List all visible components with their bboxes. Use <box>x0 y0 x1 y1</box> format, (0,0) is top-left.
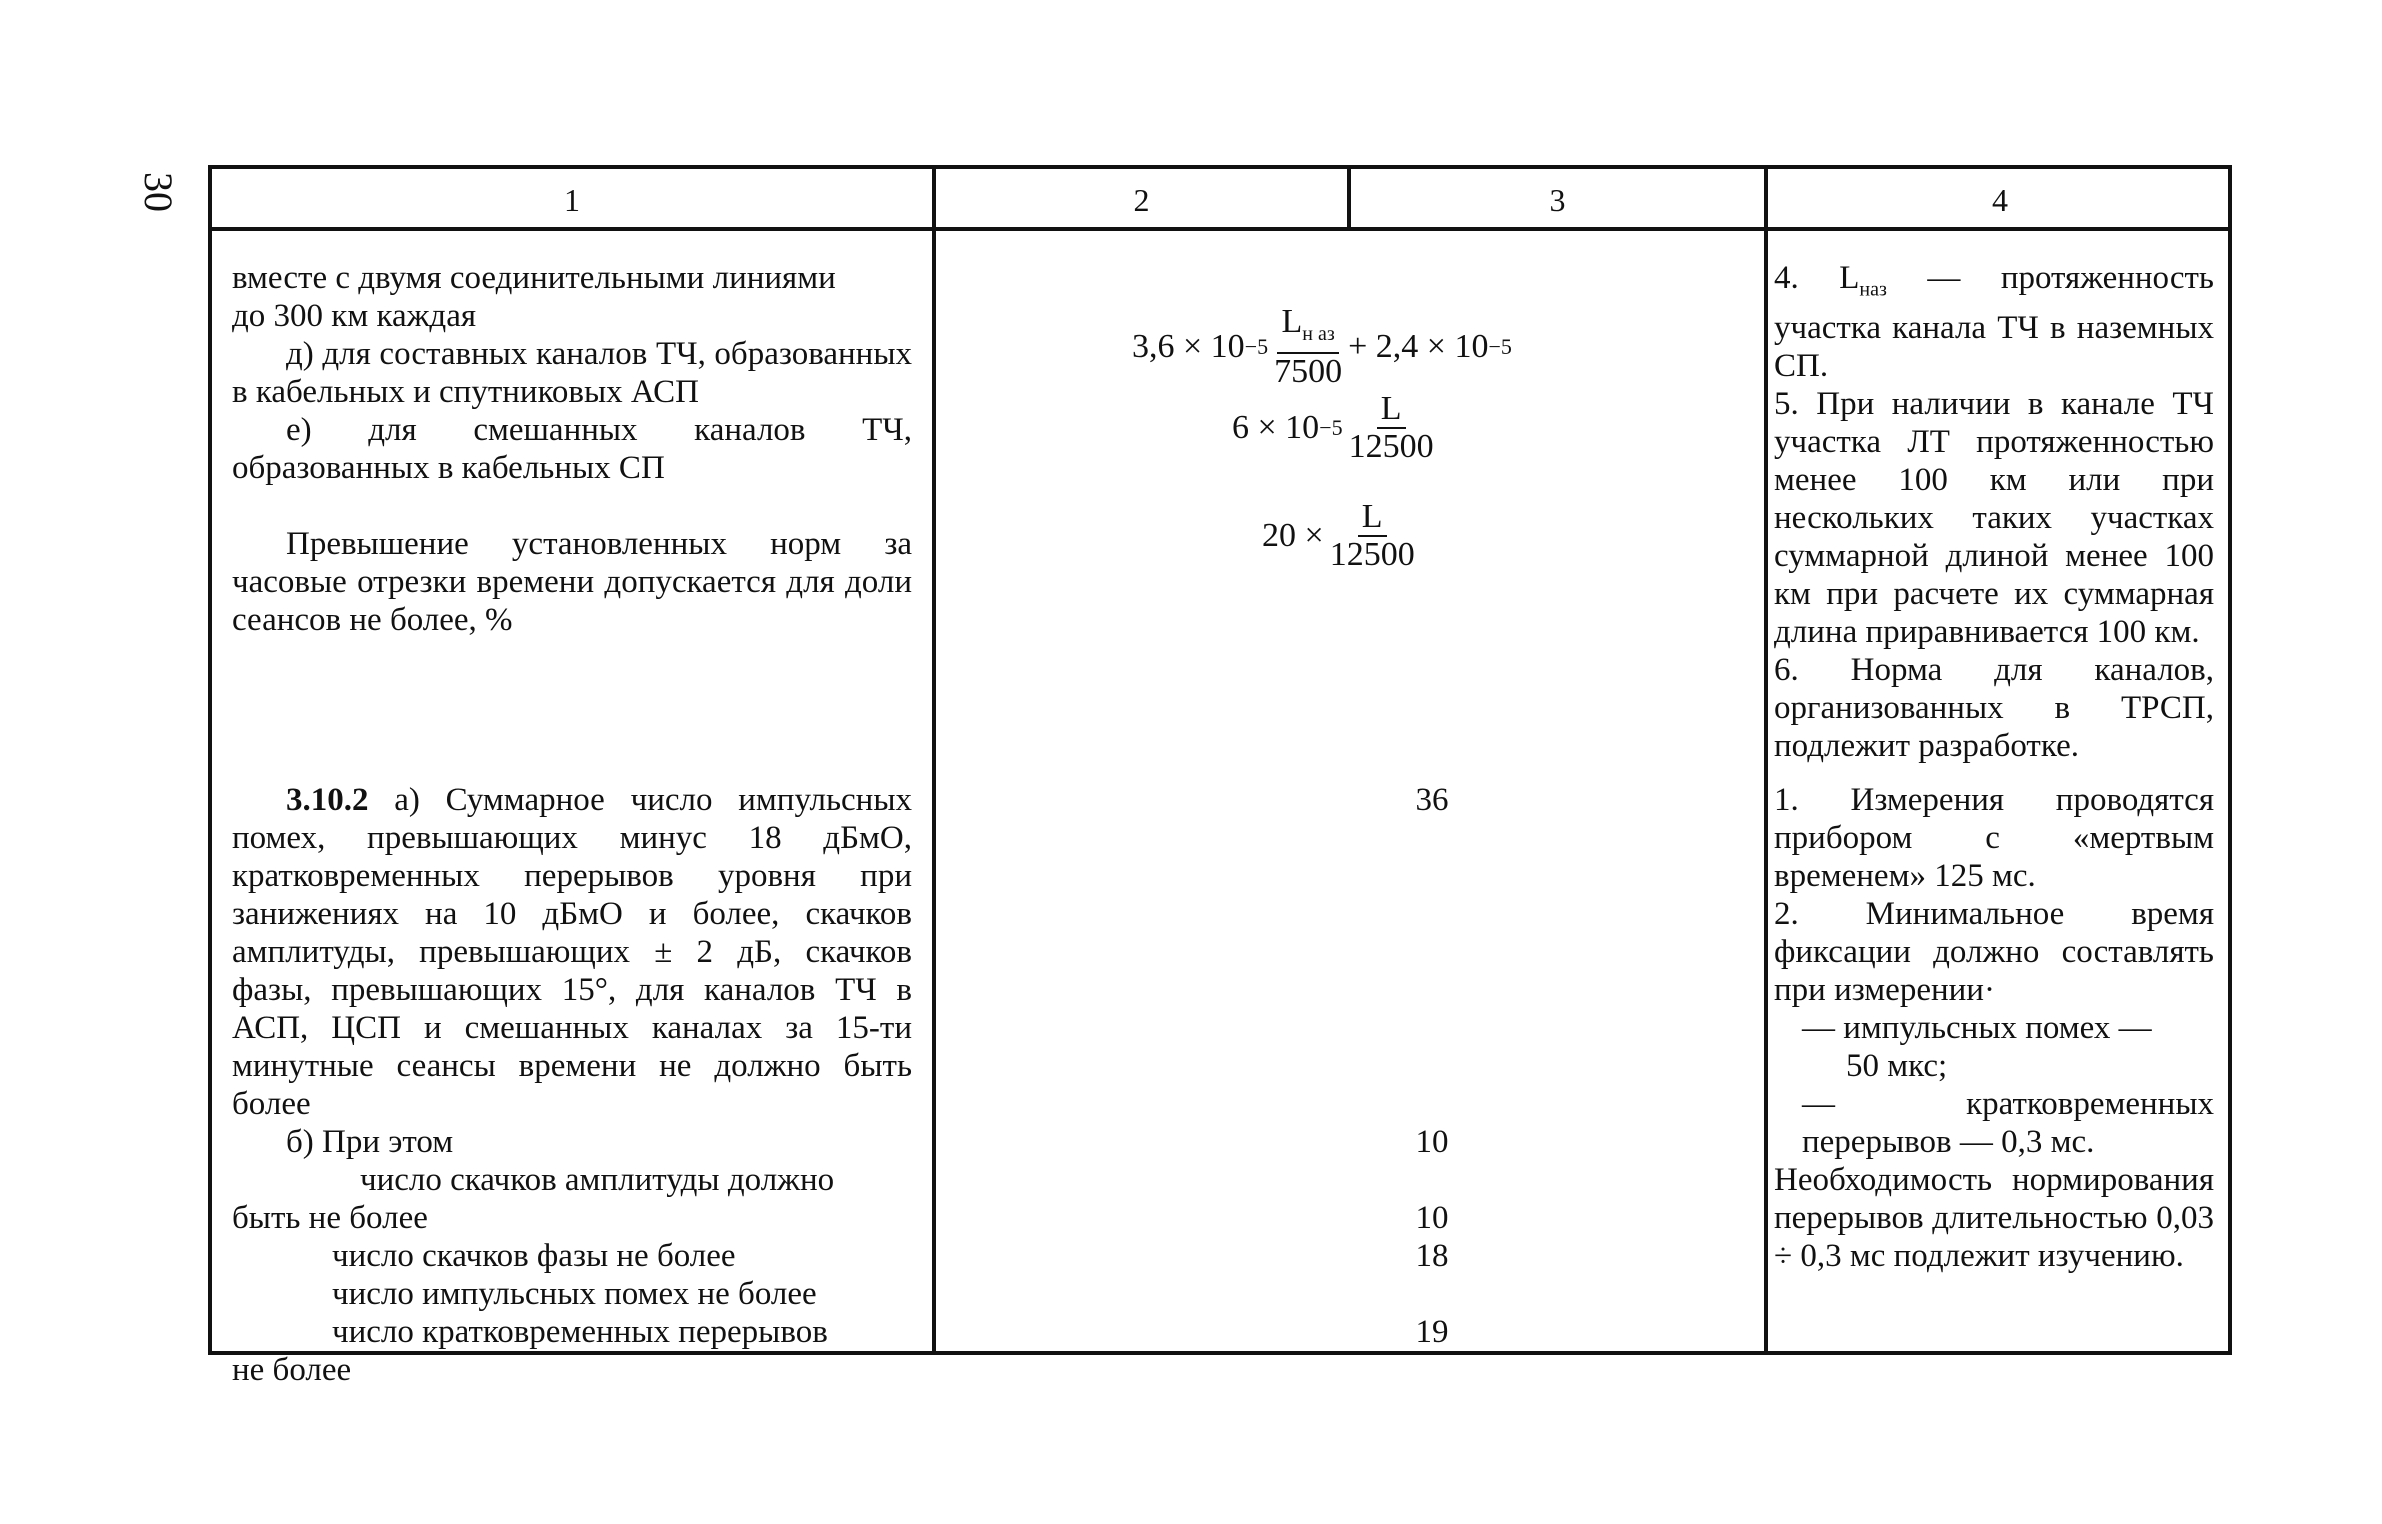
item-b4-line2: не более <box>232 1352 352 1388</box>
section-3-10-2: 3.10.2 а) Суммарное число импульсных помех, превышающих минус 18 дБмО, кратковременных перерывов уровня при занижениях на 10 дБмО и более, скачков амплитуды, превышающих ± 2 дБ, скачков фазы, превышающих 15°, для каналов ТЧ в АСП, ЦСП и смешанных каналах за 15-ти минутные сеансы времени не должно быть более <box>232 782 912 1122</box>
formula-d-exp: −5 <box>1244 333 1269 359</box>
note-4: 4. $L_{наз}$ — протяженность участка канала ТЧ в наземных СП. <box>1774 260 2214 384</box>
note-measure-1: 1. Измерения проводятся прибором с «мертвым временем» 125 мс. <box>1774 782 2214 894</box>
header-col-3: 3 <box>1549 182 1566 218</box>
item-e: е) для смешанных каналов ТЧ, образованных в кабельных СП <box>232 412 912 486</box>
item-b-heading: б) При этом <box>286 1124 454 1160</box>
header-divider <box>212 227 2228 231</box>
text-line: вместе с двумя соединительными линиями <box>232 260 836 296</box>
item-b1-line1: число скачков амплитуды должно <box>360 1162 835 1198</box>
item-b4-line1: число кратковременных перерывов <box>332 1314 828 1350</box>
formula-e-numerator: L <box>1377 391 1406 429</box>
value-phase: 10 <box>1415 1200 1449 1236</box>
norms-table <box>208 165 2232 1388</box>
formula-d <box>1132 304 1512 390</box>
formula-e-denominator: 12500 <box>1348 428 1434 465</box>
note-5: 5. При наличии в канале ТЧ участка ЛТ протяженностью менее 100 км или при нескольких таких участках суммарной длиной менее 100 км при расчете их суммарная длина приравнивается 100 км. <box>1774 385 2214 650</box>
note-measure-3: Необходимость нормирования перерывов длительностью 0,03 ÷ 0,3 мс подлежит изучению. <box>1774 1162 2214 1274</box>
formula-excess-numerator: L <box>1358 499 1387 537</box>
formula-e <box>1232 391 1440 465</box>
formula-e-fraction <box>1349 391 1434 465</box>
formula-d-exp2: −5 <box>1488 333 1512 359</box>
col1-upper-block <box>232 259 912 639</box>
item-d: д) для составных каналов ТЧ, образованных в кабельных и спутниковых АСП <box>232 336 912 410</box>
header-col-1: 1 <box>564 182 580 218</box>
formula-excess <box>1262 499 1421 573</box>
formula-d-numerator: $L_{н аз}$ <box>1277 304 1338 354</box>
text-line: до 300 км каждая <box>232 298 477 334</box>
formula-excess-fraction <box>1330 499 1415 573</box>
page-number: 30 <box>136 172 181 212</box>
col4-lower-notes <box>1774 781 2214 1275</box>
value-amplitude: 10 <box>1415 1124 1449 1160</box>
column-divider-3-4 <box>1764 169 1768 1351</box>
formula-excess-coef: 20 × <box>1262 517 1324 554</box>
formula-d-plus: + 2,4 × 10 <box>1348 327 1489 365</box>
col4-upper-notes <box>1774 259 2214 765</box>
formula-d-denominator: 7500 <box>1274 352 1343 390</box>
header-col-2: 2 <box>1133 182 1150 218</box>
value-breaks: 19 <box>1415 1314 1449 1350</box>
item-b3: число импульсных помех не более <box>332 1276 817 1312</box>
value-total: 36 <box>1415 782 1449 818</box>
section-number: 3.10.2 <box>286 782 369 818</box>
formula-d-fraction <box>1274 304 1342 390</box>
column-divider-1-2 <box>932 169 936 1351</box>
note-measure-2a: — импульсных помех — <box>1802 1010 2152 1046</box>
formula-excess-denominator: 12500 <box>1329 536 1415 573</box>
note-measure-2b: — кратковременных перерывов — 0,3 мс. <box>1802 1086 2214 1160</box>
note-measure-2a-value: 50 мкс; <box>1846 1048 1948 1084</box>
excess-paragraph: Превышение установленных норм за часовые отрезки времени допускается для доли сеансов не более, % <box>232 526 912 638</box>
col1-lower-block <box>232 781 912 1389</box>
header-col-4: 4 <box>1992 182 2008 218</box>
formula-e-exp: −5 <box>1319 415 1343 440</box>
item-b1-line2: быть не более <box>232 1200 428 1236</box>
formula-e-coef: 6 × 10 <box>1232 409 1320 446</box>
item-b2: число скачков фазы не более <box>332 1238 736 1274</box>
note-4-subscript: наз <box>1859 278 1887 301</box>
note-6: 6. Норма для каналов, организованных в ТРСП, подлежит разработке. <box>1774 651 2214 764</box>
note-measure-2: 2. Минимальное время фиксации должно составлять при измерении· <box>1774 896 2214 1008</box>
value-impulse: 18 <box>1415 1238 1449 1274</box>
formula-d-coef: 3,6 × 10 <box>1132 327 1245 365</box>
